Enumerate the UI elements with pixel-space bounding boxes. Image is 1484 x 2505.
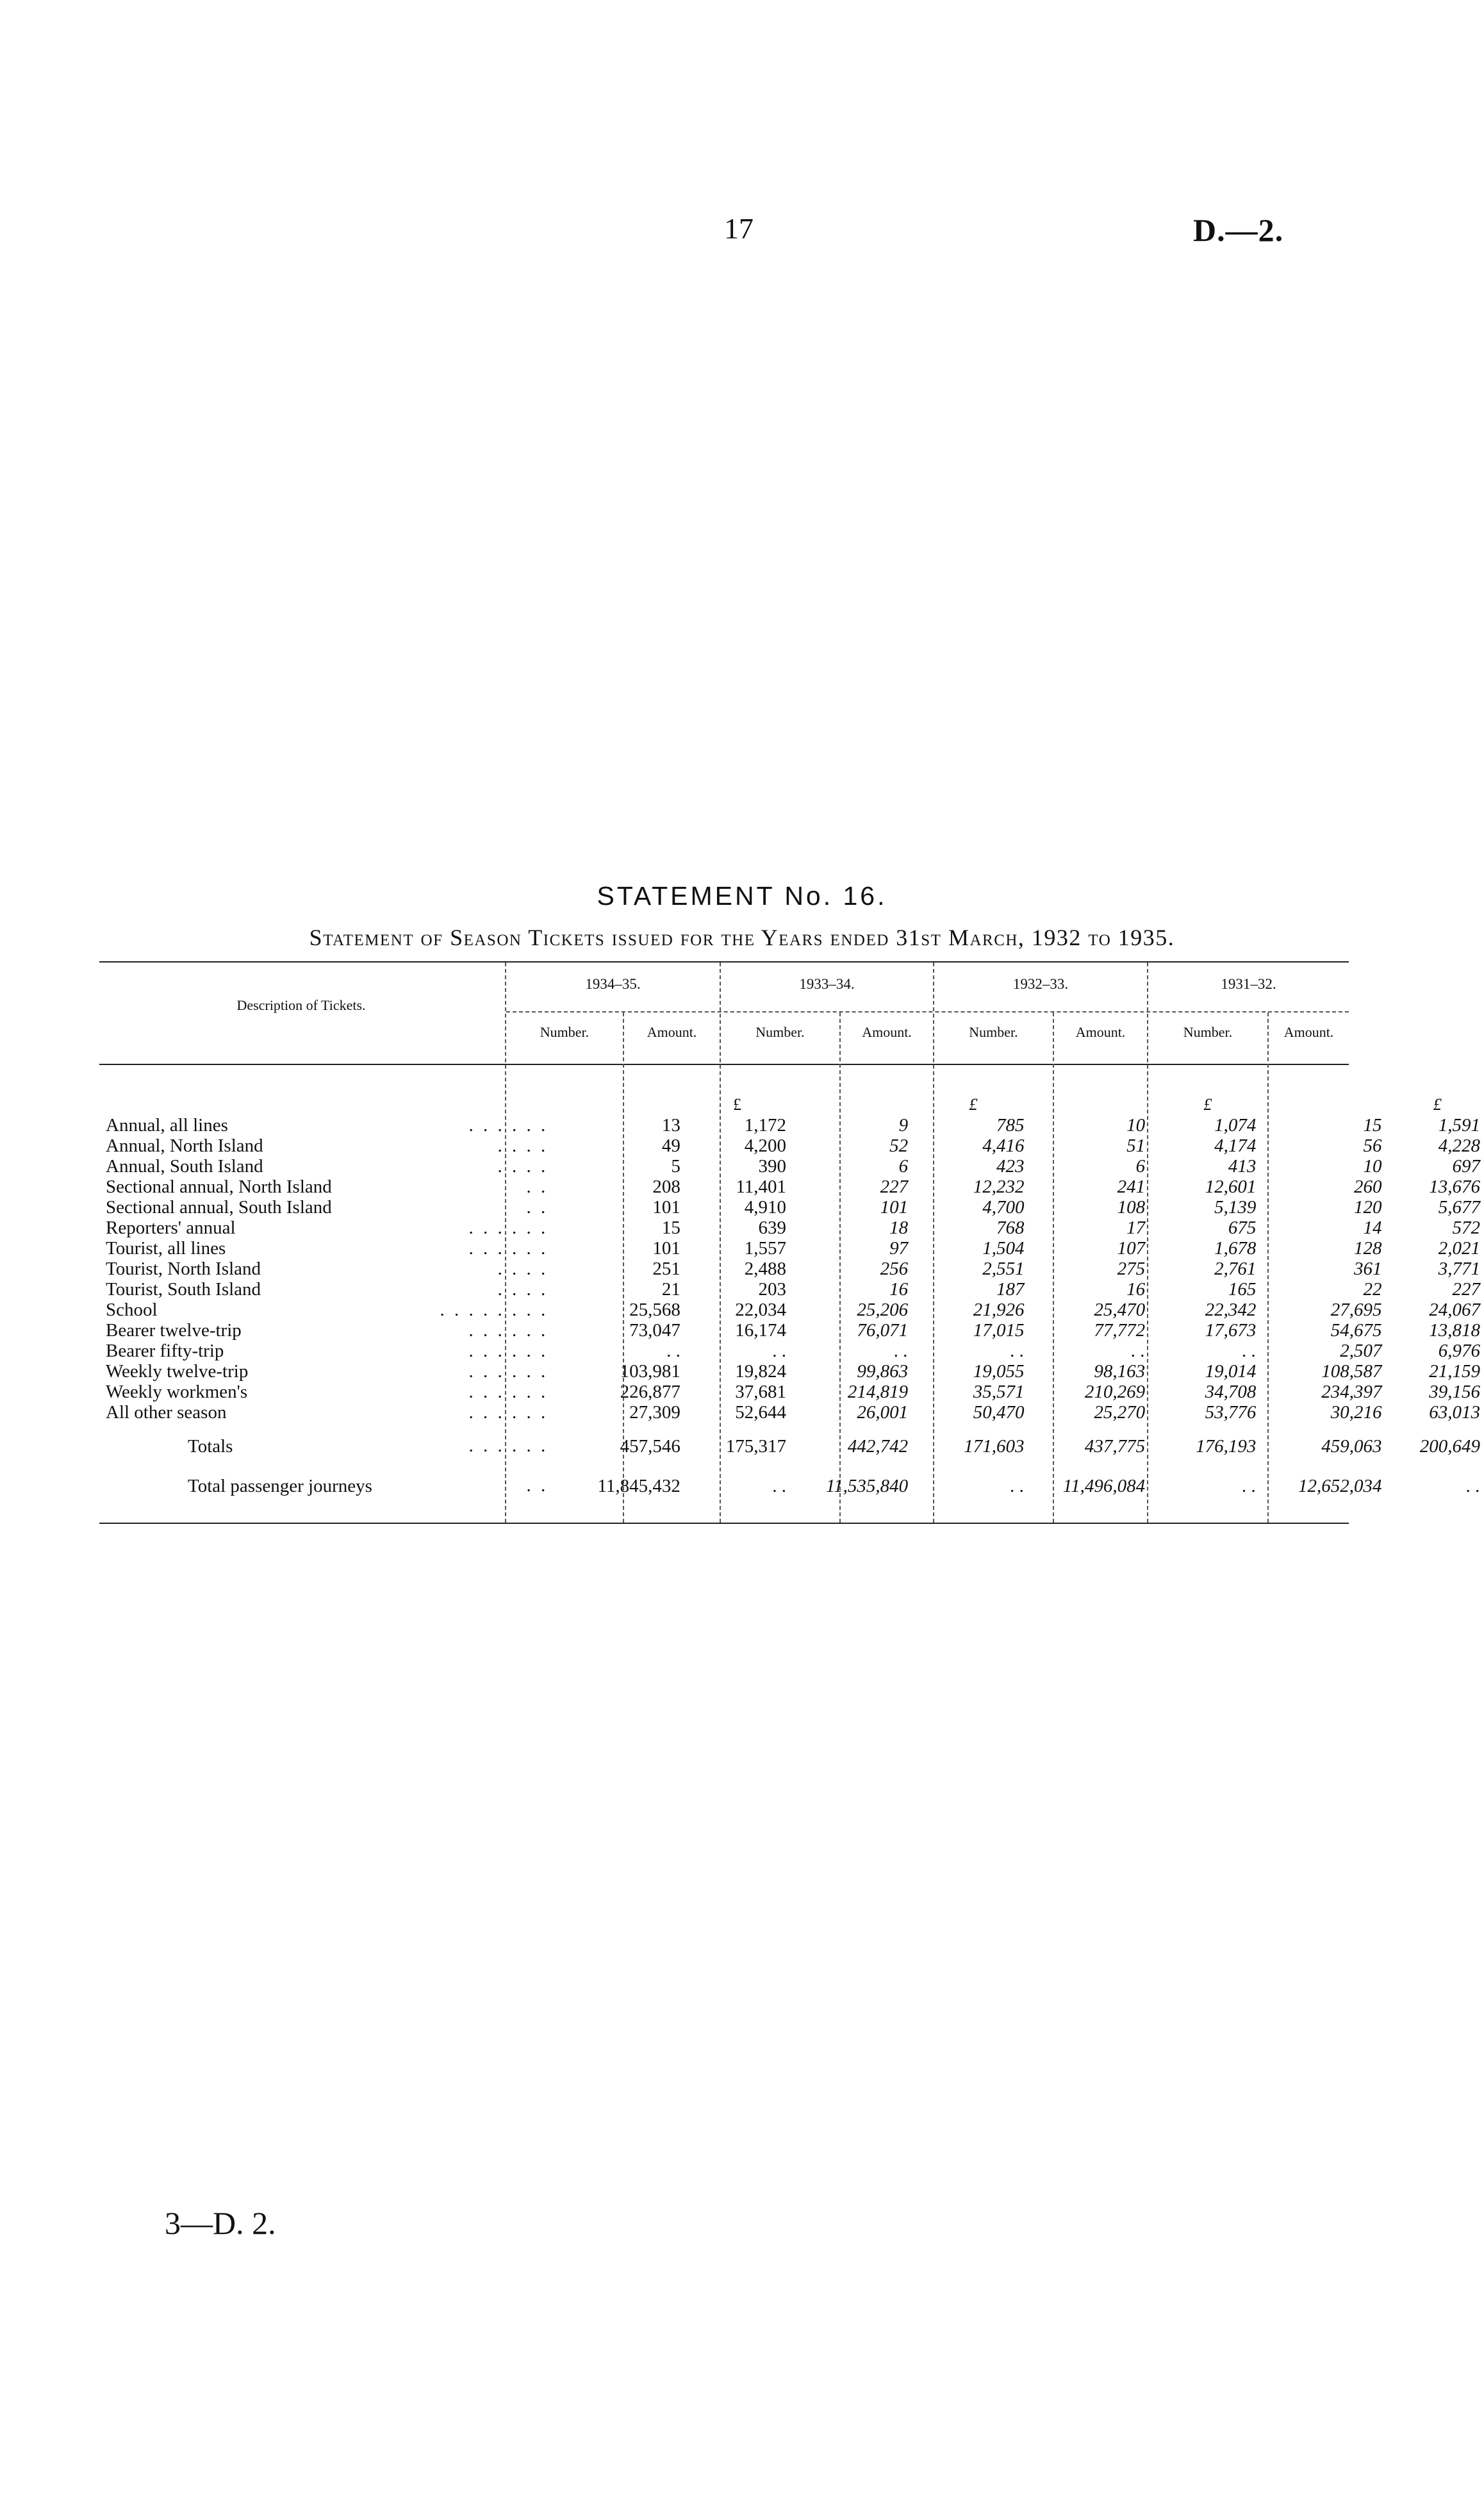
leader-dots: . . . . . . bbox=[468, 1238, 548, 1259]
amount-cell: 12,232 bbox=[973, 1177, 1025, 1197]
row-description bbox=[106, 1238, 557, 1259]
leader-dots: . . . . bbox=[497, 1259, 548, 1279]
amount-cell: . . bbox=[1010, 1341, 1025, 1361]
amount-cell: 2,488 bbox=[744, 1259, 786, 1279]
amount-cell: 4,700 bbox=[982, 1197, 1025, 1218]
row-label: Annual, North Island bbox=[106, 1136, 263, 1156]
amount-cell: 52,644 bbox=[735, 1402, 786, 1423]
number-cell: 17 bbox=[1126, 1218, 1146, 1238]
amount-cell: 2,021 bbox=[1438, 1238, 1480, 1259]
number-header: Number. bbox=[540, 1024, 589, 1040]
amount-cell: . . bbox=[1242, 1341, 1257, 1361]
number-cell: 214,819 bbox=[847, 1382, 909, 1402]
number-cell: 49 bbox=[661, 1136, 680, 1156]
number-cell: . . bbox=[666, 1341, 680, 1361]
amount-cell: 785 bbox=[996, 1115, 1025, 1136]
amount-cell: 203 bbox=[758, 1279, 786, 1300]
leader-dots: . . bbox=[526, 1197, 548, 1218]
amount-cell: 13,818 bbox=[1429, 1320, 1480, 1341]
amount-cell: 227 bbox=[1452, 1279, 1480, 1300]
amount-header: Amount. bbox=[647, 1024, 697, 1040]
table-row bbox=[106, 1279, 1484, 1300]
table-row bbox=[106, 1115, 1484, 1136]
row-label: School bbox=[106, 1300, 158, 1320]
amount-cell: . . bbox=[1466, 1476, 1480, 1496]
amount-cell: 200,649 bbox=[1419, 1436, 1480, 1457]
table-body bbox=[106, 1095, 1484, 1497]
amount-cell: . . bbox=[1010, 1476, 1025, 1496]
number-cell: 101 bbox=[652, 1197, 680, 1218]
table-row bbox=[106, 1177, 1484, 1197]
number-cell: 210,269 bbox=[1084, 1382, 1146, 1402]
amount-cell: 572 bbox=[1452, 1218, 1480, 1238]
row-description bbox=[106, 1259, 557, 1279]
number-cell: 54,675 bbox=[1330, 1320, 1382, 1341]
year-header-1934-35: 1934–35. bbox=[585, 976, 641, 992]
number-cell: 256 bbox=[880, 1259, 909, 1279]
number-cell: 16 bbox=[1126, 1279, 1146, 1300]
amount-cell: 17,015 bbox=[973, 1320, 1025, 1341]
leader-dots: . . . . . . bbox=[468, 1361, 548, 1382]
amount-cell: 697 bbox=[1452, 1156, 1480, 1177]
row-label: Annual, all lines bbox=[106, 1115, 228, 1136]
currency-symbol: £ bbox=[1203, 1095, 1212, 1114]
number-cell: 260 bbox=[1354, 1177, 1382, 1197]
amount-cell: 768 bbox=[996, 1218, 1025, 1238]
row-description bbox=[106, 1341, 557, 1361]
year-header-1932-33: 1932–33. bbox=[1012, 976, 1069, 992]
number-cell: 13 bbox=[661, 1115, 680, 1136]
amount-header: Amount. bbox=[862, 1024, 912, 1040]
number-cell: 73,047 bbox=[629, 1320, 680, 1341]
number-header: Number. bbox=[969, 1024, 1018, 1040]
row-description bbox=[106, 1197, 557, 1218]
row-label: Weekly twelve-trip bbox=[106, 1361, 249, 1382]
amount-cell: 390 bbox=[758, 1156, 786, 1177]
amount-cell: 12,601 bbox=[1205, 1177, 1257, 1197]
number-header: Number. bbox=[1183, 1024, 1233, 1040]
number-cell: 10 bbox=[1126, 1115, 1146, 1136]
spacer-row bbox=[106, 1457, 1484, 1475]
leader-dots: . . . . bbox=[497, 1156, 548, 1177]
number-cell: 99,863 bbox=[857, 1361, 909, 1382]
number-cell: 25,270 bbox=[1094, 1402, 1146, 1423]
table-row bbox=[106, 1341, 1484, 1361]
amount-cell: 423 bbox=[996, 1156, 1025, 1177]
row-description bbox=[106, 1382, 557, 1402]
totals-row bbox=[106, 1435, 1484, 1457]
amount-cell: 171,603 bbox=[964, 1436, 1025, 1457]
number-cell: 101 bbox=[880, 1197, 909, 1218]
journeys-row bbox=[106, 1475, 1484, 1497]
amount-cell: 4,228 bbox=[1438, 1136, 1480, 1156]
number-cell: 120 bbox=[1354, 1197, 1382, 1218]
amount-cell: 4,200 bbox=[744, 1136, 786, 1156]
leader-dots: . . bbox=[526, 1177, 548, 1197]
number-cell: 361 bbox=[1354, 1259, 1382, 1279]
description-header: Description of Tickets. bbox=[236, 997, 366, 1013]
number-cell: 18 bbox=[889, 1218, 909, 1238]
number-cell: 21 bbox=[661, 1279, 680, 1300]
row-label: All other season bbox=[106, 1402, 227, 1423]
table-row bbox=[106, 1382, 1484, 1402]
number-cell: 6 bbox=[1135, 1156, 1146, 1177]
number-cell: 52 bbox=[889, 1136, 909, 1156]
amount-cell: 21,159 bbox=[1429, 1361, 1480, 1382]
table-row bbox=[106, 1238, 1484, 1259]
row-description bbox=[106, 1115, 557, 1136]
number-cell: 251 bbox=[652, 1259, 680, 1279]
amount-cell: 16,174 bbox=[735, 1320, 786, 1341]
number-cell: 56 bbox=[1363, 1136, 1382, 1156]
number-cell: 108 bbox=[1117, 1197, 1146, 1218]
number-cell: 226,877 bbox=[620, 1382, 680, 1402]
number-cell: 275 bbox=[1117, 1259, 1146, 1279]
number-cell: 128 bbox=[1354, 1238, 1382, 1259]
number-cell: 77,772 bbox=[1094, 1320, 1146, 1341]
currency-row bbox=[106, 1095, 1484, 1115]
table-row bbox=[106, 1402, 1484, 1423]
table-row bbox=[106, 1218, 1484, 1238]
amount-cell: 1,678 bbox=[1214, 1238, 1257, 1259]
leader-dots: . . . . . . . . bbox=[440, 1300, 548, 1320]
table-row bbox=[106, 1300, 1484, 1320]
amount-cell: 50,470 bbox=[973, 1402, 1025, 1423]
row-description bbox=[106, 1279, 557, 1300]
amount-cell: 39,156 bbox=[1429, 1382, 1480, 1402]
row-label: Annual, South Island bbox=[106, 1156, 263, 1177]
amount-cell: 13,676 bbox=[1429, 1177, 1480, 1197]
leader-dots: . . . . . . bbox=[468, 1218, 548, 1238]
leader-dots: . . . . . . bbox=[468, 1341, 548, 1361]
leader-dots: . . . . . . bbox=[468, 1115, 548, 1136]
amount-cell: 22,034 bbox=[735, 1300, 786, 1320]
amount-cell: 63,013 bbox=[1429, 1402, 1480, 1423]
amount-cell: 53,776 bbox=[1205, 1402, 1257, 1423]
amount-header: Amount. bbox=[1075, 1024, 1126, 1040]
table-row bbox=[106, 1361, 1484, 1382]
table-row bbox=[106, 1259, 1484, 1279]
number-cell: 5 bbox=[671, 1156, 680, 1177]
row-label: Tourist, South Island bbox=[106, 1279, 261, 1300]
number-cell: 107 bbox=[1117, 1238, 1146, 1259]
number-cell: 442,742 bbox=[847, 1436, 909, 1457]
row-label: Total passenger journeys bbox=[188, 1476, 372, 1496]
amount-cell: 17,673 bbox=[1205, 1320, 1257, 1341]
row-label: Bearer twelve-trip bbox=[106, 1320, 242, 1341]
number-cell: 9 bbox=[898, 1115, 909, 1136]
row-label: Weekly workmen's bbox=[106, 1382, 248, 1402]
amount-cell: 21,926 bbox=[973, 1300, 1025, 1320]
row-description bbox=[106, 1136, 557, 1156]
leader-dots: . . bbox=[526, 1475, 548, 1496]
row-label: Tourist, all lines bbox=[106, 1238, 226, 1259]
row-description bbox=[106, 1300, 557, 1320]
number-cell: 30,216 bbox=[1330, 1402, 1382, 1423]
amount-cell: 175,317 bbox=[725, 1436, 786, 1457]
amount-cell: 165 bbox=[1228, 1279, 1257, 1300]
number-cell: 11,845,432 bbox=[597, 1476, 680, 1496]
number-cell: 22 bbox=[1363, 1279, 1382, 1300]
statement-subtitle: Statement of Season Tickets issued for the Years ended 31st March, 1932 to 1935. bbox=[309, 925, 1175, 950]
currency-symbol: £ bbox=[732, 1095, 741, 1114]
amount-cell: 19,014 bbox=[1205, 1361, 1257, 1382]
document-reference: D.—2. bbox=[1193, 212, 1284, 248]
amount-cell: 176,193 bbox=[1196, 1436, 1257, 1457]
amount-cell: 37,681 bbox=[735, 1382, 786, 1402]
table-row bbox=[106, 1136, 1484, 1156]
number-cell: 459,063 bbox=[1321, 1436, 1382, 1457]
amount-cell: 2,761 bbox=[1214, 1259, 1257, 1279]
amount-cell: 3,771 bbox=[1438, 1259, 1480, 1279]
season-tickets-table bbox=[106, 1095, 1484, 1497]
number-cell: 27,695 bbox=[1330, 1300, 1382, 1320]
leader-dots: . . . . bbox=[497, 1279, 548, 1300]
number-cell: 26,001 bbox=[857, 1402, 909, 1423]
amount-cell: 1,557 bbox=[744, 1238, 786, 1259]
amount-cell: 413 bbox=[1228, 1156, 1257, 1177]
table-bottom-rule bbox=[99, 1523, 1349, 1524]
amount-cell: 35,571 bbox=[973, 1382, 1025, 1402]
number-cell: . . bbox=[894, 1341, 909, 1361]
number-cell: 208 bbox=[652, 1177, 680, 1197]
amount-header: Amount. bbox=[1283, 1024, 1334, 1040]
number-cell: 98,163 bbox=[1094, 1361, 1146, 1382]
amount-cell: 19,824 bbox=[735, 1361, 786, 1382]
amount-cell: . . bbox=[772, 1476, 786, 1496]
table-row bbox=[106, 1156, 1484, 1177]
amount-cell: . . bbox=[1242, 1476, 1257, 1496]
number-cell: 103,981 bbox=[620, 1361, 680, 1382]
leader-dots: . . . . . . bbox=[468, 1402, 548, 1423]
header-bottom-rule bbox=[99, 1064, 1349, 1065]
amount-cell: 5,139 bbox=[1214, 1197, 1257, 1218]
number-cell: 234,397 bbox=[1321, 1382, 1382, 1402]
amount-cell: 4,416 bbox=[982, 1136, 1025, 1156]
leader-dots: . . . . . . bbox=[468, 1320, 548, 1341]
amount-cell: 1,172 bbox=[744, 1115, 786, 1136]
amount-cell: 4,174 bbox=[1214, 1136, 1257, 1156]
year-underline bbox=[506, 1011, 1349, 1013]
number-cell: 25,470 bbox=[1094, 1300, 1146, 1320]
number-cell: 14 bbox=[1363, 1218, 1382, 1238]
amount-cell: 675 bbox=[1228, 1218, 1257, 1238]
table-top-rule bbox=[99, 961, 1349, 963]
leader-dots: . . . . . . bbox=[468, 1435, 548, 1456]
number-cell: 15 bbox=[661, 1218, 680, 1238]
number-cell: 457,546 bbox=[620, 1436, 680, 1457]
amount-cell: 24,067 bbox=[1429, 1300, 1480, 1320]
number-cell: 6 bbox=[898, 1156, 909, 1177]
amount-cell: 1,591 bbox=[1438, 1115, 1480, 1136]
number-cell: 241 bbox=[1117, 1177, 1146, 1197]
currency-symbol: £ bbox=[1433, 1095, 1442, 1114]
year-header-1933-34: 1933–34. bbox=[799, 976, 855, 992]
currency-symbol: £ bbox=[969, 1095, 978, 1114]
amount-cell: 639 bbox=[758, 1218, 786, 1238]
table-row bbox=[106, 1197, 1484, 1218]
amount-cell: 187 bbox=[996, 1279, 1025, 1300]
row-description bbox=[106, 1177, 557, 1197]
amount-cell: 11,401 bbox=[736, 1177, 786, 1197]
number-header: Number. bbox=[755, 1024, 805, 1040]
leader-dots: . . . . bbox=[497, 1136, 548, 1156]
amount-cell: 1,074 bbox=[1214, 1115, 1257, 1136]
amount-cell: 4,910 bbox=[744, 1197, 786, 1218]
year-header-1931-32: 1931–32. bbox=[1221, 976, 1276, 992]
amount-cell: 34,708 bbox=[1205, 1382, 1257, 1402]
number-cell: 27,309 bbox=[629, 1402, 680, 1423]
leader-dots: . . . . . . bbox=[468, 1382, 548, 1402]
amount-cell: 1,504 bbox=[982, 1238, 1025, 1259]
number-cell: 2,507 bbox=[1340, 1341, 1382, 1361]
row-description bbox=[106, 1435, 557, 1457]
amount-cell: 22,342 bbox=[1205, 1300, 1257, 1320]
row-description bbox=[106, 1475, 557, 1497]
number-cell: 25,206 bbox=[857, 1300, 909, 1320]
number-cell: 16 bbox=[889, 1279, 909, 1300]
spacer-row bbox=[106, 1423, 1484, 1435]
number-cell: 437,775 bbox=[1084, 1436, 1146, 1457]
number-cell: 51 bbox=[1126, 1136, 1146, 1156]
number-cell: 15 bbox=[1363, 1115, 1382, 1136]
number-cell: 97 bbox=[889, 1238, 909, 1259]
row-description bbox=[106, 1218, 557, 1238]
row-label: Reporters' annual bbox=[106, 1218, 236, 1238]
number-cell: 11,535,840 bbox=[825, 1476, 909, 1496]
number-cell: 12,652,034 bbox=[1298, 1476, 1382, 1496]
table-row bbox=[106, 1320, 1484, 1341]
row-label: Totals bbox=[188, 1436, 233, 1457]
number-cell: 108,587 bbox=[1321, 1361, 1382, 1382]
amount-cell: 19,055 bbox=[973, 1361, 1025, 1382]
row-label: Sectional annual, North Island bbox=[106, 1177, 332, 1197]
amount-cell: 6,976 bbox=[1438, 1341, 1480, 1361]
number-cell: 101 bbox=[652, 1238, 680, 1259]
footer-reference: 3—D. 2. bbox=[165, 2205, 276, 2241]
number-cell: 25,568 bbox=[629, 1300, 680, 1320]
row-description bbox=[106, 1361, 557, 1382]
number-cell: 10 bbox=[1363, 1156, 1382, 1177]
number-cell: . . bbox=[1131, 1341, 1146, 1361]
row-description bbox=[106, 1156, 557, 1177]
number-cell: 227 bbox=[880, 1177, 909, 1197]
number-cell: 76,071 bbox=[857, 1320, 909, 1341]
page-number: 17 bbox=[724, 212, 754, 245]
amount-cell: . . bbox=[772, 1341, 786, 1361]
row-label: Bearer fifty-trip bbox=[106, 1341, 224, 1361]
number-cell: 11,496,084 bbox=[1062, 1476, 1146, 1496]
row-label: Sectional annual, South Island bbox=[106, 1197, 332, 1218]
statement-title: STATEMENT No. 16. bbox=[597, 881, 887, 911]
row-description bbox=[106, 1320, 557, 1341]
row-label: Tourist, North Island bbox=[106, 1259, 261, 1279]
row-description bbox=[106, 1402, 557, 1423]
amount-cell: 5,677 bbox=[1438, 1197, 1480, 1218]
amount-cell: 2,551 bbox=[982, 1259, 1025, 1279]
